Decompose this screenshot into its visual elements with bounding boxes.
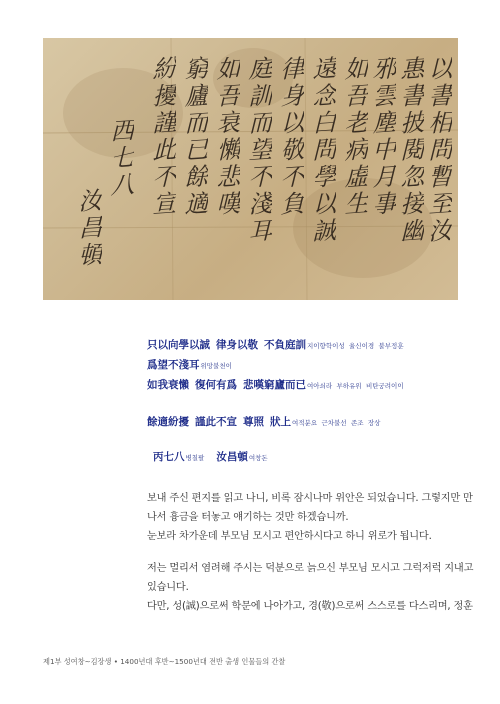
reading-gloss: 율신이경 — [349, 342, 375, 350]
reading-gloss: 여적분요 — [292, 419, 318, 427]
reading-gloss: 장상 — [367, 419, 381, 427]
hanja-phrase: 丙七八 — [153, 451, 185, 463]
transcription-line-2 — [147, 357, 232, 372]
reading-gloss: 존조 — [350, 419, 364, 427]
reading-gloss: 불부정훈 — [378, 342, 404, 350]
reading-gloss: 여아쇠라 — [307, 382, 333, 390]
hanja-phrase: 律身以敬 — [216, 339, 258, 351]
transcription-date-line — [153, 449, 268, 464]
transcription-line-1 — [147, 337, 404, 352]
reading-gloss: 지이향학이성 — [307, 342, 345, 350]
hanja-phrase: 餘適紛擾 — [147, 416, 189, 428]
hanja-phrase: 只以向學以誠 — [147, 339, 210, 351]
manuscript-image — [43, 38, 458, 300]
reading-gloss: 부하유위 — [336, 382, 362, 390]
manuscript-column: 西七八 — [106, 117, 134, 201]
manuscript-column: 汝昌頓 — [74, 187, 102, 271]
hanja-phrase: 爲望不淺耳 — [147, 359, 200, 371]
hanja-phrase: 復何有爲 — [195, 379, 237, 391]
manuscript-column: 紛擾謹此不宣 — [148, 55, 176, 220]
translation-line: 있습니다. — [147, 582, 189, 593]
hanja-phrase: 謹此不宣 — [195, 416, 237, 428]
running-footer: 제1부 성여창∼김장생 • 1400년대 후반∼1500년대 전반 출생 인물들의 간찰 — [43, 657, 286, 666]
translation-line: 다만, 성(誠)으로써 학문에 나아가고, 경(敬)으로써 스스로를 다스리며, 정훈 — [147, 601, 473, 612]
translation-line: 보내 주신 편지를 읽고 나니, 비록 잠시나마 위안은 되었습니다. 그렇지만 만 — [147, 493, 473, 504]
reading-gloss: 근차불선 — [321, 419, 347, 427]
reading-gloss: 여창돈 — [248, 454, 268, 462]
hanja-phrase: 悲嘆窮廬而已 — [243, 379, 306, 391]
transcription-line-3 — [147, 377, 404, 392]
manuscript-column: 庭訓而望不淺耳 — [244, 55, 272, 247]
reading-gloss: 비탄궁려이이 — [365, 382, 404, 390]
reading-gloss: 위망불천이 — [200, 362, 232, 370]
manuscript-column: 邪雲塵中月事 — [368, 55, 396, 220]
manuscript-column: 以書相問暫至汝 — [424, 55, 452, 247]
hanja-phrase: 狀上 — [270, 416, 291, 428]
reading-gloss: 병칠팔 — [185, 454, 205, 462]
hanja-phrase: 如我衰懶 — [147, 379, 189, 391]
transcription-line-4 — [147, 414, 380, 429]
manuscript-column: 遠念白問學以誠 — [308, 55, 336, 247]
translation-line: 저는 멀리서 염려해 주시는 덕분으로 늙으신 부모님 모시고 그럭저럭 지내고 — [147, 563, 474, 574]
manuscript-column: 惠書披閱忽接幽 — [396, 55, 424, 247]
hanja-phrase: 汝昌頓 — [216, 451, 248, 463]
manuscript-column: 律身以敬不負 — [276, 55, 304, 220]
manuscript-column: 窮廬而已餘適 — [180, 55, 208, 220]
hanja-phrase: 尊照 — [243, 416, 264, 428]
hanja-phrase: 不負庭訓 — [264, 339, 306, 351]
translation-line: 나서 흉금을 터놓고 얘기하는 것만 하겠습니까. — [147, 512, 349, 523]
translation-line: 눈보라 차가운데 부모님 모시고 편안하시다고 하니 위로가 됩니다. — [147, 531, 432, 542]
manuscript-column: 如吾衰懶悲嘆 — [212, 55, 240, 220]
manuscript-column: 如吾老病虛生 — [340, 55, 368, 220]
